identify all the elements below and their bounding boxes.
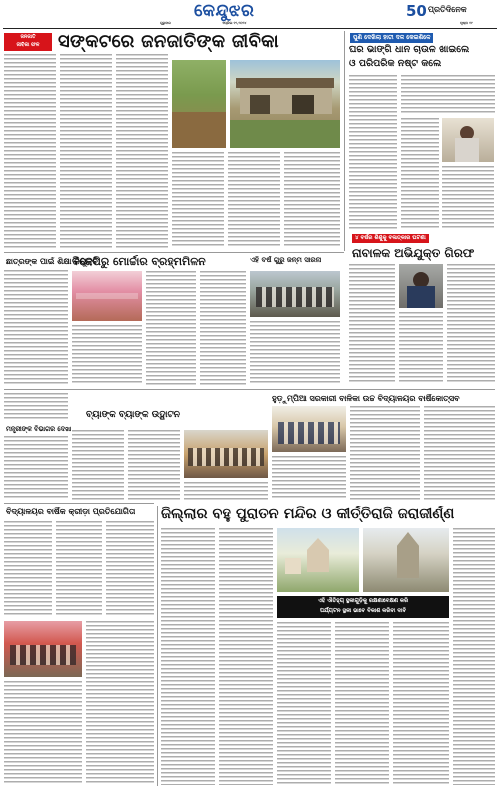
lead-headline: ସଙ୍କଟରେ ଜନଜାତିଙ୍କ ଜୀବିକା [58,31,279,52]
annual-body-col2 [56,521,102,617]
school-body-col2 [350,406,420,500]
mid-left-headline: ଛାତ୍ରଙ୍କ ପାଇଁ ଶିକ୍ଷା ନିଯୁକ୍ତି [6,257,98,266]
right-top-body-col2 [401,75,495,115]
badge-line2: ଜୀବିକା ଫଳ [16,42,40,48]
nabalok-body-col2 [399,312,443,382]
annual-body-col5 [4,681,82,785]
temples-sub-line2: ପର୍ଯ୍ୟଟନ ସ୍ଥଳୀ ଭାବେ ବିକାଶ କରିବା ଦାବି [319,608,407,614]
school-body-col3 [424,406,495,500]
nabalok-body-col1 [349,264,395,382]
page-number: ପୃଷ୍ଠା ୧୯ [460,21,473,25]
right-top-kicker: ପୁଣି ଦେଖିଲା ହାତୀ ଦଳ କେଇଶିଳେ [350,33,433,43]
lead-photo-huts [230,60,340,148]
nabalok-body-col3 [447,264,495,382]
nabalok-headline: ନାବାଳକ ଅଭିଯୁକ୍ତ ଗିରଫ [352,246,475,260]
mid-center-body-col2 [146,271,196,385]
lead-body-col4 [172,152,224,248]
bank-headline: ବ୍ୟାଙ୍କ ବ୍ୟାଙ୍କ ଉଦ୍ଘାଟନ [86,410,180,420]
lead-body-col1 [4,54,56,248]
temples-body-col6 [453,528,495,785]
bank-body-col3 [184,482,268,500]
temples-subheadline-box [277,596,449,618]
annual-body-col1 [4,521,52,617]
logo-text: ପ୍ରତିଦିନେକ [428,5,467,14]
masthead-rule [3,28,497,29]
school-headline: ହୁଡ଼ୁମ୍ପିଆ ସରକାରୀ ବାଳିକା ଉଚ୍ଚ ବିଦ୍ୟାଳୟର ବାର୍ଷିକୋତ୍ସବ [272,394,460,403]
logo-number: 50 [406,2,427,20]
mid-right-body [250,321,340,385]
mid-left-body [4,270,68,386]
nabalok-kicker: ୪ ବର୍ଷର ଶିଶୁକୁ ବଳାତ୍କାର ଘଟଣା [352,234,429,243]
badge-line1: ଜନଜାତି [20,34,36,40]
right-top-body-col1 [349,75,397,229]
right-top-body-col3 [401,118,439,228]
nabalok-photo [399,264,443,308]
right-top-photo-man [442,118,494,162]
temples-body-col5 [393,622,449,785]
right-top-body-col4 [442,166,494,228]
temples-photo-left [277,528,359,592]
masthead [0,0,500,28]
masthead-title: କେନ୍ଦୁଝର [194,1,255,21]
masthead-date-mid: ଏପ୍ରିଲ ୧୨,୨୦୨୪ [222,21,247,25]
right-top-headline1: ଘର ଭାଙ୍ଗି ଧାନ ଚାଉଳ ଖାଇଲେ [349,44,470,55]
lead-photo-land [172,60,226,148]
school-body-col1 [272,456,346,500]
annual-photo [4,621,82,677]
annual-headline: ବିଦ୍ୟାଳୟର ବାର୍ଷିକ କ୍ରୀଡ଼ା ପ୍ରତିଯୋଗିତା [6,507,136,516]
lead-body-col2 [60,54,112,248]
logo [398,2,496,22]
temples-sub-line1: ଏହି ଐତିହ୍ୟ ସ୍ଥଳୀଗୁଡ଼ିକୁ ରକ୍ଷଣାବେକ୍ଷଣ କରି [317,598,409,604]
temples-body-col2 [219,528,273,785]
mid-center-headline: ବିଜେପିରୁ ମୋର୍ଚ୍ଚାର ବ୍ରହ୍ମମିଳନ [72,255,206,268]
annual-body-col3 [106,521,154,617]
mid-center-photo-meeting [72,271,142,321]
lead-body-col3 [116,54,168,248]
temples-body-col3 [277,622,331,785]
mid-center-photo-group [250,271,340,317]
temples-photo-right [363,528,449,592]
masthead-date-left: ଗୁରୁବାର [160,21,171,25]
minister-body [4,436,68,500]
mid-right-headline: ଏହି ବର୍ଷ ଗୁରୁ ଜନ୍ମ ସାରନା [250,256,322,264]
bank-body-col2 [128,430,180,500]
annual-body-col4 [86,621,154,785]
bank-left-body [4,393,68,419]
temples-body-col1 [161,528,215,785]
mid-center-body-col1 [72,325,142,385]
minister-headline: ମନ୍ତ୍ରୀଙ୍କ ବିଭାଗର ଦେଖା [6,425,72,433]
temples-headline: ଜିଲ୍ଲାର ବହୁ ପୁରାତନ ମନ୍ଦିର ଓ କୀର୍ତ୍ତିରାଜି ଜରାଜୀର୍ଣ୍ଣ [161,506,455,522]
lead-body-col5 [228,152,280,248]
mid-center-body-col3 [200,271,246,385]
lead-body-col6 [284,152,340,248]
bank-body-col1 [72,430,124,500]
bank-photo [184,430,268,478]
temples-body-col4 [335,622,389,785]
right-top-headline2: ଓ ପରିପରିକ ନଷ୍ଟ କଲେ [349,58,442,69]
section-badge [4,33,52,51]
school-photo [272,406,346,452]
